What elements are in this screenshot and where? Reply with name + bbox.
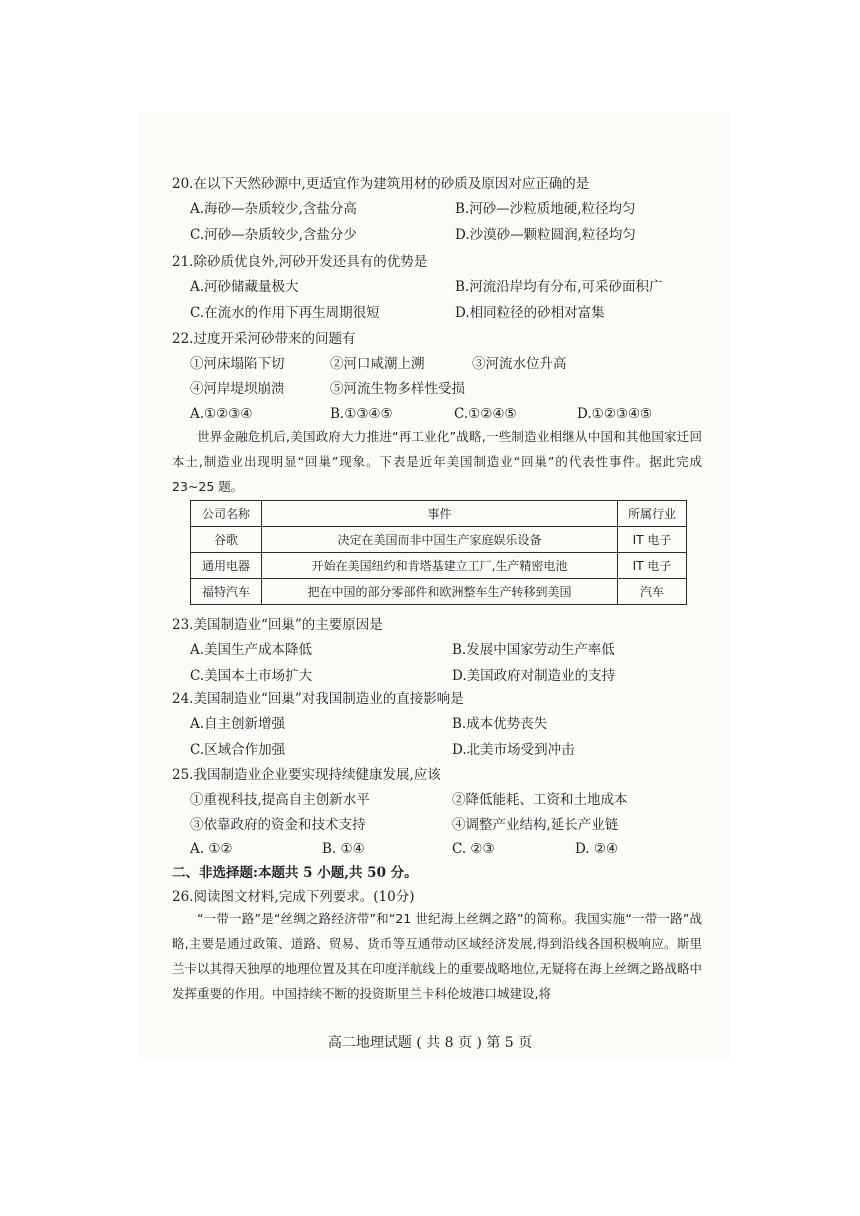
question-22-item-4: ④河岸堤坝崩溃: [190, 381, 285, 397]
table-cell: 决定在美国而非中国生产家庭娱乐设备: [262, 527, 618, 553]
events-table: [190, 500, 687, 605]
question-22-item-1: ①河床塌陷下切: [190, 356, 285, 372]
question-21-stem: 21.除砂质优良外,河砂开发还具有的优势是: [172, 254, 428, 270]
question-24-option-d: D.北美市场受到冲击: [452, 742, 575, 758]
question-25-option-b: B. ①④: [322, 841, 365, 857]
question-22-option-c: C.①②④⑤: [454, 406, 517, 422]
question-23-option-d: D.美国政府对制造业的支持: [452, 668, 616, 684]
passage-23-25: 世界金融危机后,美国政府大力推进“再工业化”战略,一些制造业相继从中国和其他国家迁回本土,制造业出现明显“回巢”现象。下表是近年美国制造业“回巢”的代表性事件。据此完成 23~25 题。: [172, 429, 702, 494]
question-22-option-b: B.①③④⑤: [330, 406, 393, 422]
question-24-option-a: A.自主创新增强: [190, 716, 286, 732]
question-23-option-c: C.美国本土市场扩大: [190, 668, 313, 684]
question-25-option-a: A. ①②: [190, 841, 233, 857]
question-20-option-b: B.河砂—沙粒质地硬,粒径均匀: [455, 201, 636, 217]
table-cell: IT 电子: [618, 553, 687, 579]
question-25-item-1: ①重视科技,提高自主创新水平: [190, 792, 370, 808]
question-21-option-c: C.在流水的作用下再生周期很短: [190, 305, 380, 321]
question-20-stem: 20.在以下天然砂源中,更适宜作为建筑用材的砂质及原因对应正确的是: [172, 176, 590, 192]
question-21-option-b: B.河流沿岸均有分布,可采砂面积广: [455, 279, 663, 295]
question-25-option-c: C. ②③: [452, 841, 495, 857]
table-cell: 开始在美国纽约和肯塔基建立工厂,生产精密电池: [262, 553, 618, 579]
table-cell: 谷歌: [191, 527, 262, 553]
table-cell: 福特汽车: [191, 579, 262, 605]
question-21-option-a: A.河砂储藏量极大: [190, 279, 299, 295]
table-cell: 把在中国的部分零部件和欧洲整车生产转移到美国: [262, 579, 618, 605]
table-header-row: [191, 501, 687, 527]
passage-26: “一带一路”是“丝绸之路经济带”和“21 世纪海上丝绸之路”的简称。我国实施“一带一路”战略,主要是通过政策、道路、贸易、货币等互通带动区域经济发展,得到沿线各国积极响应。斯里兰卡以其得天独厚的地理位置及其在印度洋航线上的重要战略地位,无疑将在海上丝绸之路战略中发挥重要的作用。中国持续不断的投资斯里兰卡科伦坡港口城建设,将: [172, 911, 702, 1001]
question-20-option-a: A.海砂—杂质较少,含盐分高: [190, 201, 357, 217]
question-25-item-2: ②降低能耗、工资和土地成本: [452, 792, 628, 808]
question-20-option-c: C.河砂—杂质较少,含盐分少: [190, 227, 357, 243]
question-25-item-4: ④调整产业结构,延长产业链: [452, 817, 619, 833]
section-2-heading: 二、非选择题:本题共 5 小题,共 50 分。: [172, 865, 418, 881]
table-header-industry: 所属行业: [618, 501, 687, 527]
table-cell: 汽车: [618, 579, 687, 605]
question-22-item-3: ③河流水位升高: [472, 356, 567, 372]
question-23-option-a: A.美国生产成本降低: [190, 642, 313, 658]
question-22-option-a: A.①②③④: [190, 406, 253, 422]
question-24-option-b: B.成本优势丧失: [452, 716, 548, 732]
table-row: [191, 527, 687, 553]
question-23-option-b: B.发展中国家劳动生产率低: [452, 642, 615, 658]
question-22-item-2: ②河口咸潮上溯: [330, 356, 425, 372]
table-row: [191, 553, 687, 579]
question-20-option-d: D.沙漠砂—颗粒圆润,粒径均匀: [455, 227, 636, 243]
question-22-item-5: ⑤河流生物多样性受损: [330, 381, 465, 397]
table-row: [191, 579, 687, 605]
question-24-stem: 24.美国制造业“回巢”对我国制造业的直接影响是: [172, 691, 464, 707]
question-26-stem: 26.阅读图文材料,完成下列要求。(10分): [172, 889, 415, 905]
question-25-option-d: D. ②④: [575, 841, 619, 857]
question-22-option-d: D.①②③④⑤: [577, 406, 653, 422]
table-cell: IT 电子: [618, 527, 687, 553]
table-cell: 通用电器: [191, 553, 262, 579]
question-22-stem: 22.过度开采河砂带来的问题有: [172, 331, 356, 347]
table-header-event: 事件: [262, 501, 618, 527]
question-25-item-3: ③依靠政府的资金和技术支持: [190, 817, 366, 833]
table-header-company: 公司名称: [191, 501, 262, 527]
page-footer: 高二地理试题 ( 共 8 页 ) 第 5 页: [327, 1035, 533, 1051]
question-24-option-c: C.区域合作加强: [190, 742, 286, 758]
question-23-stem: 23.美国制造业“回巢”的主要原因是: [172, 617, 383, 633]
question-21-option-d: D.相同粒径的砂相对富集: [455, 305, 605, 321]
question-25-stem: 25.我国制造业企业要实现持续健康发展,应该: [172, 767, 441, 783]
